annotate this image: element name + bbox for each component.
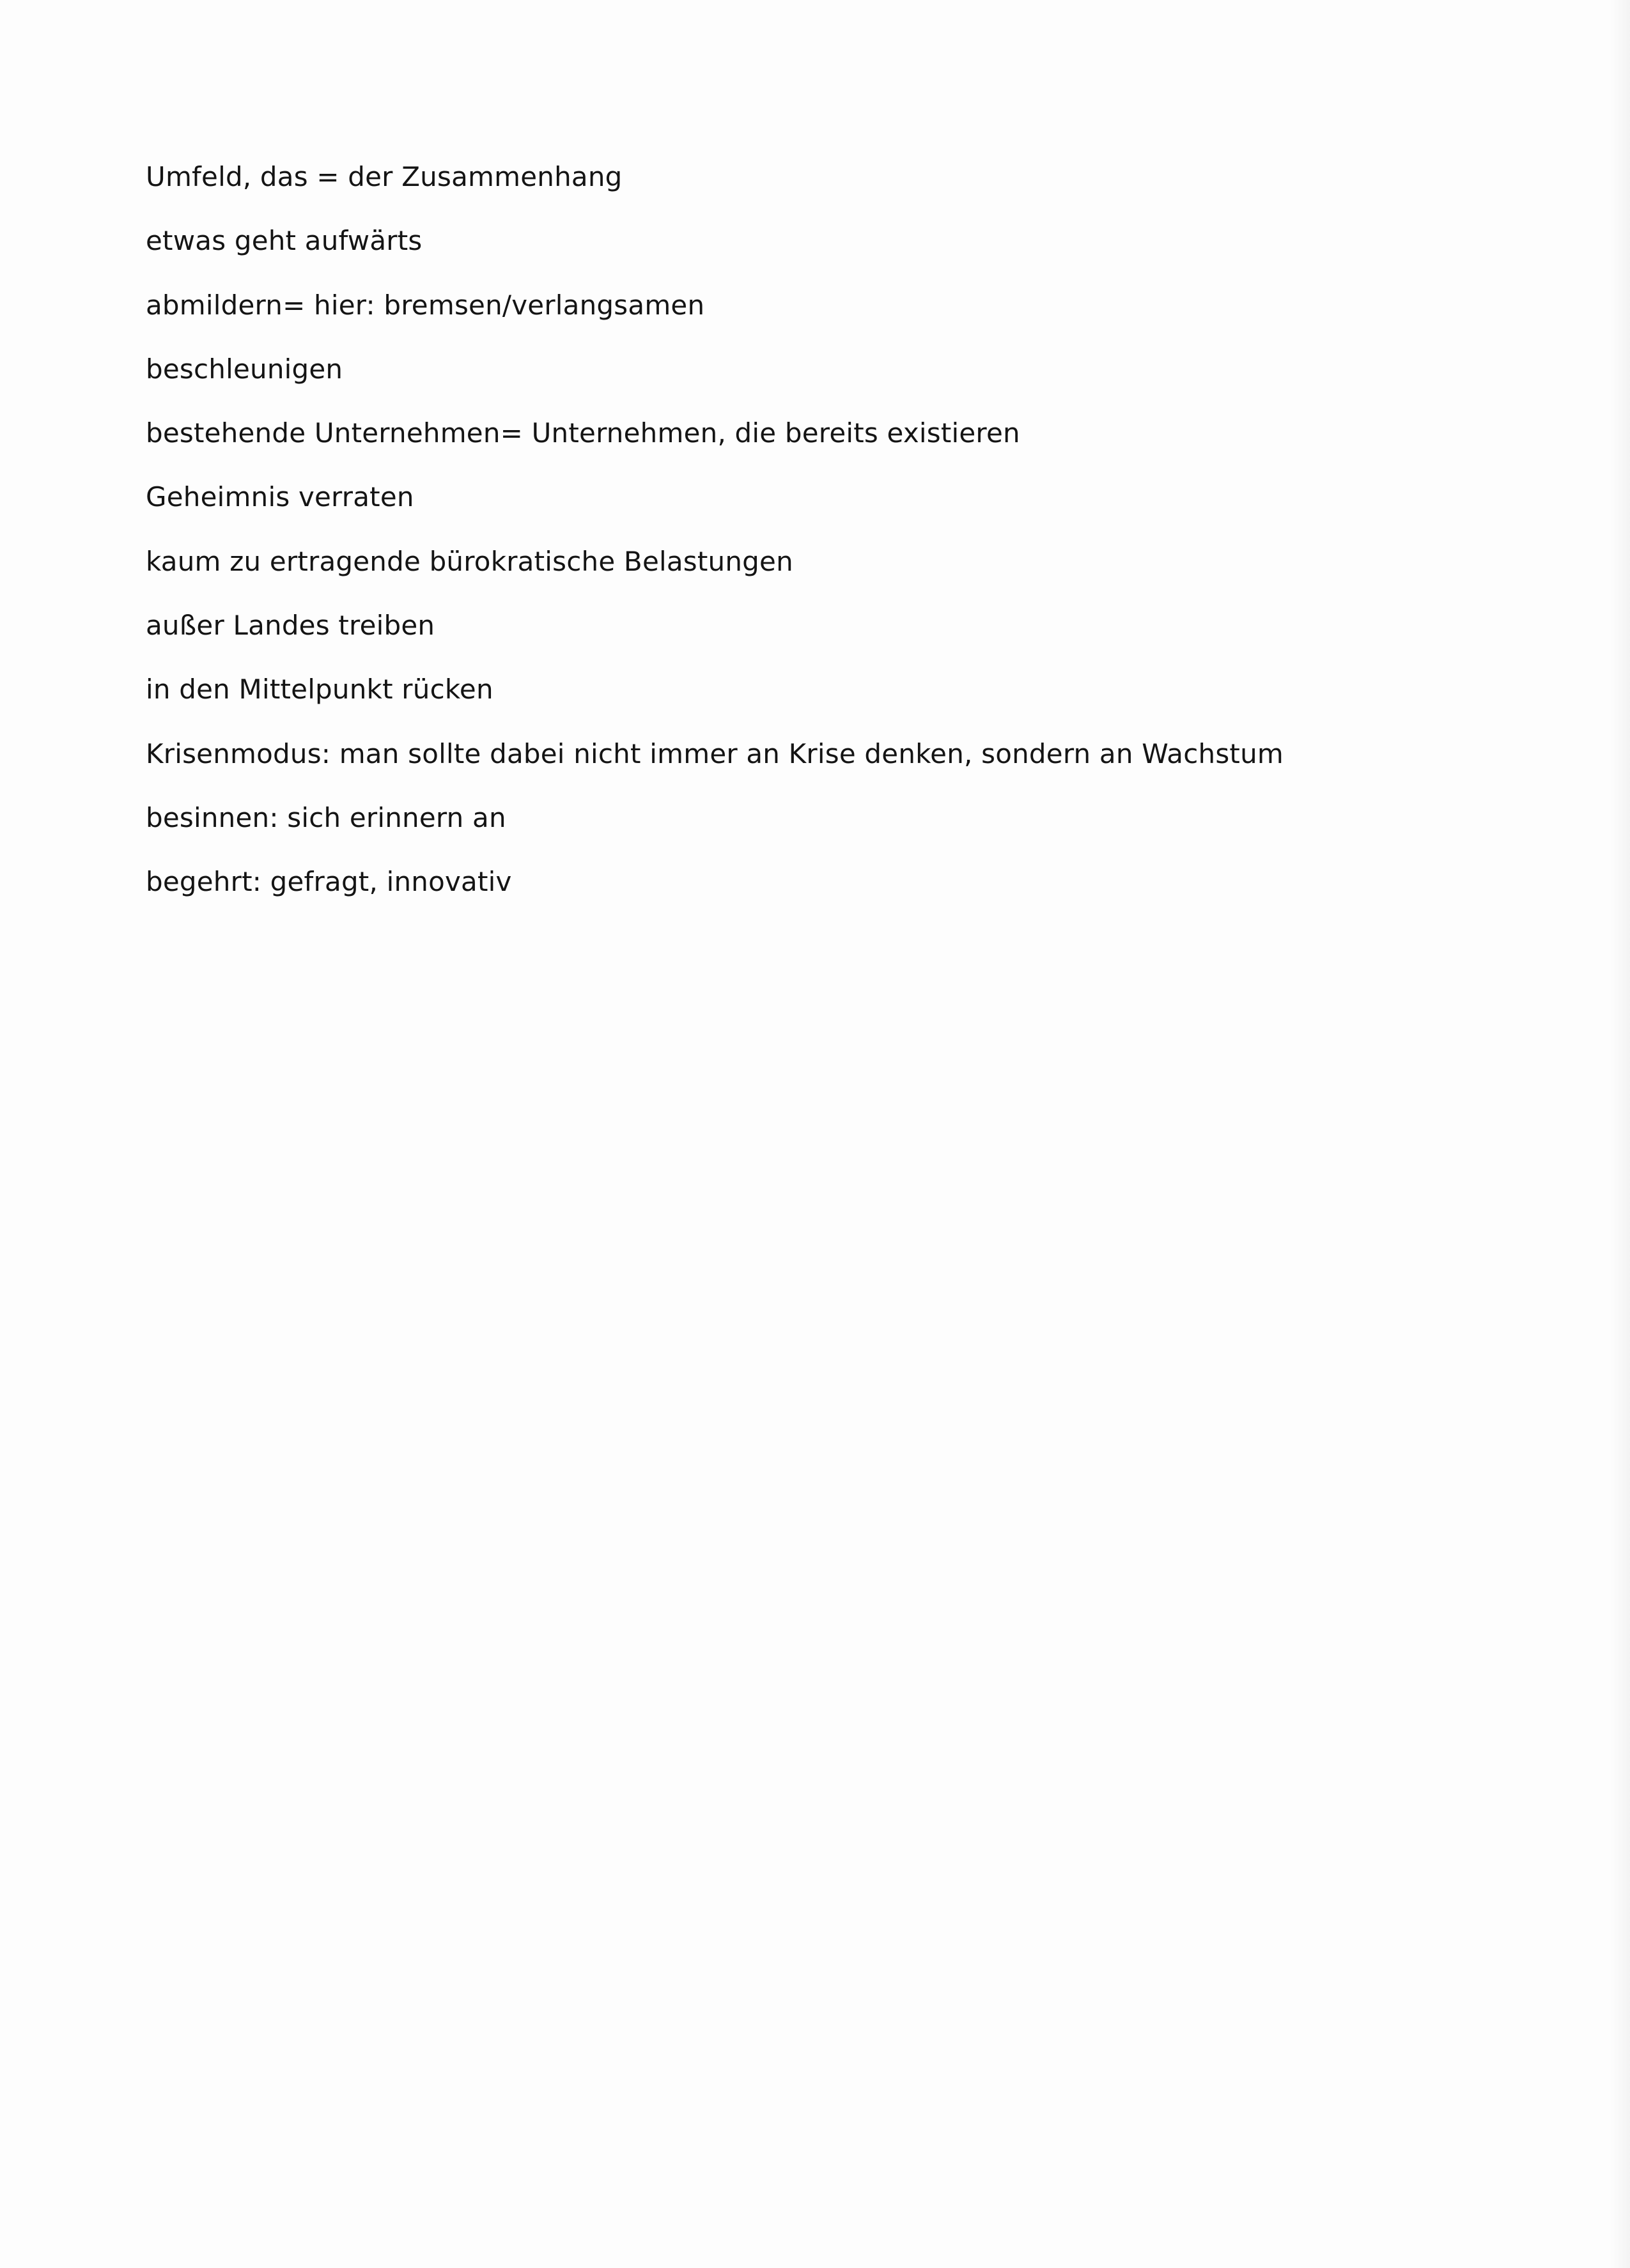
vocabulary-entry: beschleunigen [146,353,343,385]
vocabulary-entry: bestehende Unternehmen= Unternehmen, die bereits existieren [146,417,1020,449]
vocabulary-list [146,161,1284,930]
scan-edge-shadow [1611,0,1630,2268]
vocabulary-entry: Krisenmodus: man sollte dabei nicht immer an Krise denken, sondern an Wachstum [146,737,1284,769]
vocabulary-entry: außer Landes treiben [146,610,435,642]
vocabulary-entry: besinnen: sich erinnern an [146,801,506,833]
vocabulary-entry: abmildern= hier: bremsen/verlangsamen [146,289,705,321]
vocabulary-entry: begehrt: gefragt, innovativ [146,866,512,898]
vocabulary-entry: in den Mittelpunkt rücken [146,674,493,706]
vocabulary-entry: kaum zu ertragende bürokratische Belastungen [146,545,793,577]
vocabulary-entry: Geheimnis verraten [146,481,414,513]
vocabulary-entry: etwas geht aufwärts [146,225,423,257]
vocabulary-entry: Umfeld, das = der Zusammenhang [146,161,623,192]
